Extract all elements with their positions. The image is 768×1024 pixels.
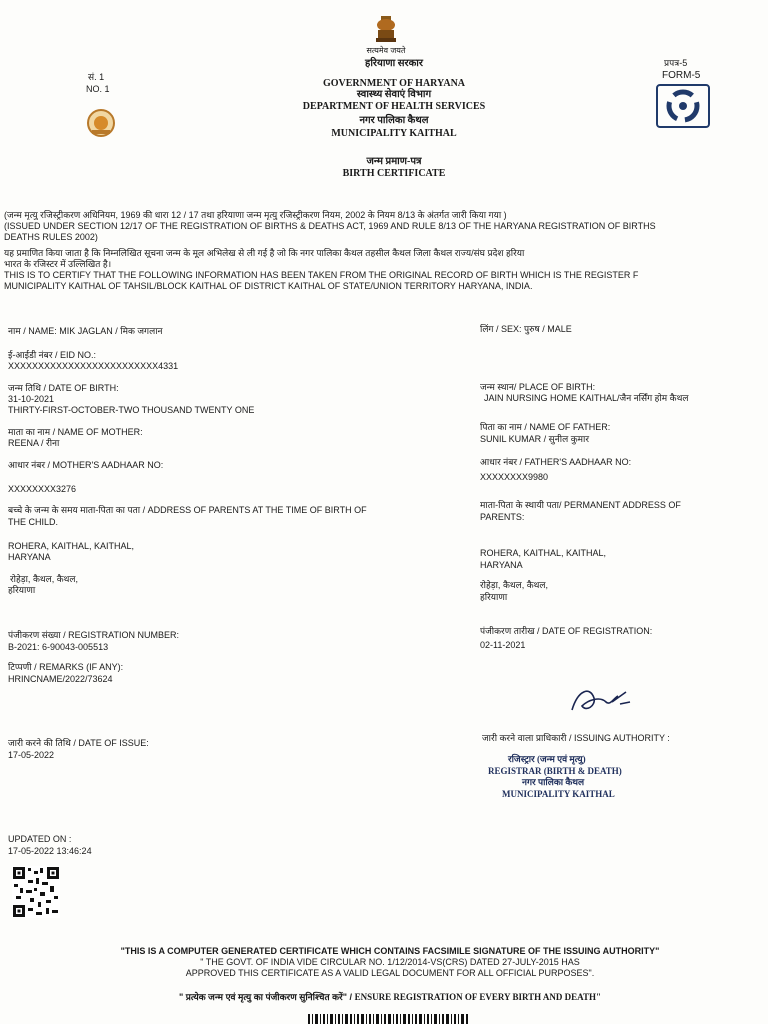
national-emblem-icon	[372, 14, 400, 48]
issue-date-value: 17-05-2022	[8, 750, 55, 760]
qr-code-icon	[12, 866, 60, 918]
certify-text-en-2: MUNICIPALITY KAITHAL OF TAHSIL/BLOCK KAITHAL OF DISTRICT KAITHAL OF STATE/UNION TERRITORY HARYANA, INDIA.	[4, 281, 533, 291]
registrar-en: REGISTRAR (BIRTH & DEATH)	[488, 766, 622, 776]
father-label: पिता का नाम / NAME OF FATHER:	[480, 422, 611, 432]
form-number-hi: प्रपत्र-5	[664, 58, 688, 68]
name-field	[8, 326, 163, 336]
mother-aadhaar-value: XXXXXXXX3276	[8, 484, 77, 494]
barcode-icon	[308, 1014, 468, 1024]
father-aadhaar-value: XXXXXXXX9980	[480, 472, 549, 482]
govt-name-hi: हरियाणा सरकार	[365, 58, 423, 69]
footer-line-3: APPROVED THIS CERTIFICATE AS A VALID LEGAL DOCUMENT FOR ALL OFFICIAL PURPOSES".	[185, 968, 595, 978]
registration-date-label: पंजीकरण तारीख / DATE OF REGISTRATION:	[480, 626, 653, 636]
act-reference-hi: (जन्म मृत्यु रजिस्ट्रीकरण अधिनियम, 1969 की धारा 12 / 17 तथा हरियाणा जन्म मृत्यु रजिस्ट्रीकरण नियम, 2002 के नियम 8/13 के अंतर्गत जारी किया गया )	[4, 210, 507, 220]
dob-words: THIRTY-FIRST-OCTOBER-TWO THOUSAND TWENTY ONE	[8, 405, 255, 415]
slogan-en: ENSURE REGISTRATION OF EVERY BIRTH AND DEATH"	[354, 992, 601, 1002]
registrar-municipality-hi: नगर पालिका कैथल	[522, 777, 585, 787]
certify-text-hi-2: भारत के रजिस्टर में उल्लिखित है।	[4, 259, 112, 269]
pob-label: जन्म स्थान/ PLACE OF BIRTH:	[480, 382, 596, 392]
serial-number-en: NO. 1	[86, 84, 110, 94]
serial-number-hi: सं. 1	[88, 72, 105, 82]
registration-number-value: B-2021: 6-90043-005513	[8, 642, 109, 652]
remarks-value: HRINCNAME/2022/73624	[8, 674, 113, 684]
pob-value: JAIN NURSING HOME KAITHAL/जैन नर्सिंग होम कैथल	[484, 393, 689, 403]
registrar-hi: रजिस्ट्रार (जन्म एवं मृत्यु)	[508, 754, 586, 764]
footer-line-1: "THIS IS A COMPUTER GENERATED CERTIFICATE WHICH CONTAINS FACSIMILE SIGNATURE OF THE ISSUING AUTHORITY"	[120, 946, 660, 956]
mother-label: माता का नाम / NAME OF MOTHER:	[8, 427, 143, 437]
updated-on-value: 17-05-2022 13:46:24	[8, 846, 92, 856]
perm-address-label-2: PARENTS:	[480, 512, 525, 522]
footer-slogan	[100, 992, 680, 1002]
father-aadhaar-label: आधार नंबर / FATHER'S AADHAAR NO:	[480, 457, 632, 467]
haryana-seal-icon	[86, 108, 116, 138]
issue-date-label: जारी करने की तिथि / DATE OF ISSUE:	[8, 738, 149, 748]
signature-icon	[566, 680, 636, 720]
act-reference-en-1: (ISSUED UNDER SECTION 12/17 OF THE REGISTRATION OF BIRTHS & DEATHS ACT, 1969 AND RULE 8/13 OF THE HARYANA REGISTRATION OF BIRTHS	[4, 221, 656, 231]
municipality-en: MUNICIPALITY KAITHAL	[331, 128, 457, 139]
eid-value: XXXXXXXXXXXXXXXXXXXXXXXXX4331	[8, 361, 179, 371]
emblem-motto: सत्यमेव जयते	[366, 46, 406, 55]
dob-label: जन्म तिथि / DATE OF BIRTH:	[8, 383, 119, 393]
sex-field	[480, 324, 572, 334]
father-value: SUNIL KUMAR / सुनील कुमार	[480, 434, 589, 444]
perm-address-hi-2: हरियाणा	[480, 592, 508, 602]
issuing-authority-label: जारी करने वाला प्राधिकारी / ISSUING AUTHORITY :	[482, 733, 670, 743]
remarks-label: टिप्पणी / REMARKS (IF ANY):	[8, 662, 124, 672]
sex-label: लिंग / SEX:	[480, 324, 522, 334]
slogan-hi: " प्रत्येक जन्म एवं मृत्यु का पंजीकरण सुनिश्चित करें"	[179, 992, 348, 1002]
mother-aadhaar-label: आधार नंबर / MOTHER'S AADHAAR NO:	[8, 460, 164, 470]
birth-address-hi-1: रोहेड़ा, कैथल, कैथल,	[10, 574, 78, 584]
name-label: नाम / NAME:	[8, 326, 57, 336]
birth-address-en-2: HARYANA	[8, 552, 51, 562]
perm-address-label-1: माता-पिता के स्थायी पता/ PERMANENT ADDRESS OF	[480, 500, 681, 510]
birth-address-label-2: THE CHILD.	[8, 517, 59, 527]
perm-address-en-1: ROHERA, KAITHAL, KAITHAL,	[480, 548, 607, 558]
govt-name-en: GOVERNMENT OF HARYANA	[322, 78, 466, 89]
registration-number-label: पंजीकरण संख्या / REGISTRATION NUMBER:	[8, 630, 179, 640]
sex-value: पुरुष / MALE	[524, 324, 572, 334]
slogan-separator: /	[349, 992, 353, 1002]
birth-address-hi-2: हरियाणा	[8, 585, 36, 595]
form-number-en: FORM-5	[662, 70, 701, 81]
municipality-hi: नगर पालिका कैथल	[359, 115, 429, 126]
perm-address-hi-1: रोहेड़ा, कैथल, कैथल,	[480, 580, 548, 590]
dob-value: 31-10-2021	[8, 394, 55, 404]
registration-date-value: 02-11-2021	[480, 640, 526, 650]
dept-name-en: DEPARTMENT OF HEALTH SERVICES	[302, 101, 486, 112]
eid-label: ई-आईडी नंबर / EID NO.:	[8, 350, 97, 360]
registration-logo-icon	[656, 84, 710, 128]
dept-name-hi: स्वास्थ्य सेवाएं विभाग	[356, 89, 432, 100]
registrar-municipality-en: MUNICIPALITY KAITHAL	[502, 789, 615, 799]
certificate-title-hi: जन्म प्रमाण-पत्र	[366, 156, 422, 167]
certificate-title-en: BIRTH CERTIFICATE	[342, 168, 446, 179]
updated-on-label: UPDATED ON :	[8, 834, 72, 844]
certify-text-hi-1: यह प्रमाणित किया जाता है कि निम्नलिखित सूचना जन्म के मूल अभिलेख से ली गई है जो कि नगर पालिका कैथल तहसील कैथल जिला कैथल राज्य/संघ प्रदेश हरिया	[4, 248, 525, 258]
name-value: MIK JAGLAN / मिक जगलान	[59, 326, 163, 336]
mother-value: REENA / रीना	[8, 438, 60, 448]
footer-line-2: " THE GOVT. OF INDIA VIDE CIRCULAR NO. 1/12/2014-VS(CRS) DATED 27-JULY-2015 HAS	[200, 957, 580, 967]
certify-text-en-1: THIS IS TO CERTIFY THAT THE FOLLOWING INFORMATION HAS BEEN TAKEN FROM THE ORIGINAL RECORD OF BIRTH WHICH IS THE REGISTER F	[4, 270, 639, 280]
act-reference-en-2: DEATHS RULES 2002)	[4, 232, 98, 242]
birth-address-label-1: बच्चे के जन्म के समय माता-पिता का पता / ADDRESS OF PARENTS AT THE TIME OF BIRTH OF	[8, 505, 367, 515]
birth-address-en-1: ROHERA, KAITHAL, KAITHAL,	[8, 541, 135, 551]
perm-address-en-2: HARYANA	[480, 560, 523, 570]
